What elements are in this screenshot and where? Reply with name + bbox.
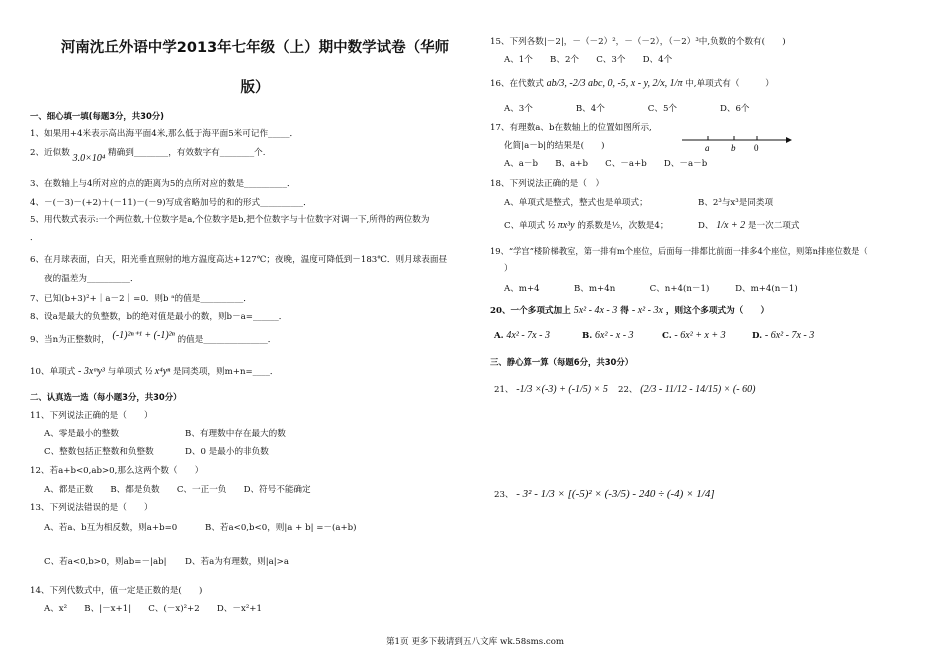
question-5-line1: 5、用代数式表示:一个两位数,十位数字是a,个位数字是b,把个位数字与十位数字对调一下,所得的两位数为 [30,215,430,225]
question-13: 13、下列说法错误的是（ ） [30,503,153,513]
question-15: 15、下列各数|－2|，－（－2）²，－（－2），（－2）³中,负数的个数有( ) [490,37,786,47]
question-9-text-b: 的值是_______________． [177,335,277,345]
question-2-text-a: 2、近似数 [30,148,70,158]
question-2 [30,147,470,164]
question-10-term2: ½ x⁴yⁿ [144,366,171,377]
question-21-number: 21、 [494,385,514,395]
question-13-option-c: C、若a<0,b>0，则ab=－|ab| [44,557,167,567]
question-18-option-d-text-a: D、 [698,221,714,231]
question-2-number: 3.0×10⁴ [72,153,106,164]
question-10-text-a: 10、单项式 [30,367,76,377]
question-20-option-a: A. 4x² - 7x - 3 [494,330,550,341]
question-9-text-a: 9、当n为正整数时， [30,335,110,345]
question-16 [490,78,930,90]
question-20-option-c-expr: - 6x² + x + 3 [674,330,726,341]
question-9-expression: (-1)²ⁿ⁺¹ + (-1)²ⁿ [112,330,175,341]
question-20 [490,305,930,317]
question-18-option-d [698,220,800,232]
question-14-options: A、x² B、|－x+1| C、(－x)²+2 D、－x²+1 [44,604,262,614]
question-4: 4、－(－3)－(+2)＋(－11)－(－9)写成省略加号的和的形式__________． [30,198,312,208]
question-11-option-b: B、有理数中存在最大的数 [185,429,286,439]
question-18-option-b: B、2³与x³是同类项 [698,198,774,208]
question-6-line1: 6、在月球表面，白天，阳光垂直照射的地方温度高达+127℃；夜晚，温度可降低到－183℃．则月球表面昼 [30,255,448,265]
question-20-text-c: ，则这个多项式为（ ） [665,306,770,316]
question-17-line2: 化简|a－b|的结果是( ) [504,141,605,151]
question-16-text-a: 16、在代数式 [490,79,544,89]
question-14: 14、下列代数式中，值一定是正数的是( ) [30,586,203,596]
number-line-label-zero: 0 [754,143,759,153]
question-6-line2: 夜的温差为__________． [44,274,139,284]
question-12: 12、若a+b<0,ab>0,那么这两个数（ ） [30,466,204,476]
question-21-expression: -1/3 ×(-3) + (-1/5) × 5 [516,384,608,395]
question-22-expression: (2/3 - 11/12 - 14/15) × (- 60) [640,384,756,395]
question-20-option-d: D. - 6x² - 7x - 3 [752,330,815,341]
question-12-options: A、都是正数 B、都是负数 C、一正一负 D、符号不能确定 [44,485,311,495]
question-22 [618,384,755,396]
section-1-heading: 一、细心填一填(每题3分，共30分) [30,111,165,121]
question-20-text-b: 得 [620,306,629,316]
question-5-line2: ． [30,233,39,243]
question-3: 3、在数轴上与4所对应的点的距离为5的点所对应的数是__________． [30,179,296,189]
question-20-option-b-expr: 6x² - x - 3 [595,330,634,341]
question-11: 11、下列说法正确的是（ ） [30,411,153,421]
question-20-option-b: B. 6x² - x - 3 [582,330,634,341]
exam-title-line2: 版） [240,80,270,96]
question-20-term1: 5x² - 4x - 3 [573,305,618,316]
question-20-option-c: C. - 6x² + x + 3 [662,330,726,341]
question-1: 1、如果用+4米表示高出海平面4米,那么低于海平面5米可记作_____． [30,129,299,139]
question-10-text-c: 是同类项，则m+n=____． [173,367,279,377]
question-17-line1: 17、有理数a、b在数轴上的位置如图所示, [490,123,652,133]
question-18-option-c-text-a: C、单项式 [504,221,545,231]
question-10-text-b: 与单项式 [107,367,143,377]
question-11-option-d: D、0 是最小的非负数 [185,447,269,457]
question-18-option-c [504,220,668,232]
exam-title-line1: 河南沈丘外语中学2013年七年级（上）期中数学试卷（华师 [60,40,450,56]
question-22-number: 22、 [618,385,638,395]
question-19-options: A、m+4 B、m+4n C、n+4(n－1) D、m+4(n－1) [504,284,798,294]
number-line-label-a: a [705,143,710,153]
question-17-number-line [682,132,792,154]
question-13-option-b: B、若a<0,b<0，则|a + b| =－(a+b) [205,523,357,533]
question-9 [30,330,470,346]
question-10-term1: - 3xᵐy³ [78,366,105,377]
question-18-option-c-text-b: 的系数是½，次数是4； [577,221,669,231]
page-footer: 第1页 更多下载请到五八文库 wk.58sms.com [385,637,565,647]
question-20-option-d-expr: - 6x² - 7x - 3 [764,330,815,341]
question-19-line1: 19、“学宫”楼阶梯教室，第一排有m个座位，后面每一排都比前面一排多4个座位，则第n排座位数是（ [490,246,868,256]
question-20-term2: - x² - 3x [631,305,663,316]
question-13-option-a: A、若a、b互为相反数，则a+b=0 [44,523,178,533]
question-23 [494,488,715,501]
question-16-text-b: 中,单项式有（ ） [685,79,774,89]
question-8: 8、设a是最大的负整数，b的绝对值是最小的数，则b－a=______． [30,312,288,322]
question-20-option-a-expr: 4x² - 7x - 3 [506,330,550,341]
question-13-option-d: D、若a为有理数，则|a|>a [185,557,290,567]
question-19-line2: ） [504,264,513,274]
question-18-option-d-text-b: 是一次二项式 [747,221,800,231]
question-18-option-d-term: 1/x + 2 [716,220,746,231]
question-16-expressions: ab/3, -2/3 abc, 0, -5, x - y, 2/x, 1/π [546,78,683,89]
question-16-options: A、3个 B、4个 C、5个 D、6个 [504,104,750,114]
question-18: 18、下列说法正确的是（ ） [490,179,605,189]
question-11-option-c: C、整数包括正整数和负整数 [44,447,154,457]
question-15-options: A、1个 B、2个 C、3个 D、4个 [504,55,673,65]
section-3-heading: 三、静心算一算（每题6分，共30分） [490,357,634,367]
question-21 [494,384,608,396]
question-2-text-b: 精确到________，有效数字有________个. [108,148,266,158]
question-18-option-c-term: ½ πx³y [547,220,575,231]
question-23-expression: - 3² - 1/3 × [(-5)² × (-3/5) - 240 ÷ (-4) × 1/4] [516,488,715,500]
question-23-number: 23、 [494,490,514,500]
question-10 [30,366,470,378]
question-7: 7、已知(b+3)²+｜a－2｜=0．则b ᵃ的值是__________． [30,294,252,304]
number-line-label-b: b [731,143,736,153]
question-20-text-a: 20、一个多项式加上 [490,306,571,316]
question-11-option-a: A、零是最小的整数 [44,429,119,439]
section-2-heading: 二、认真选一选（每小题3分，共30分） [30,392,182,402]
question-17-options: A、a－b B、a+b C、－a+b D、－a－b [504,159,708,169]
question-18-option-a: A、单项式是整式，整式也是单项式； [504,198,648,208]
